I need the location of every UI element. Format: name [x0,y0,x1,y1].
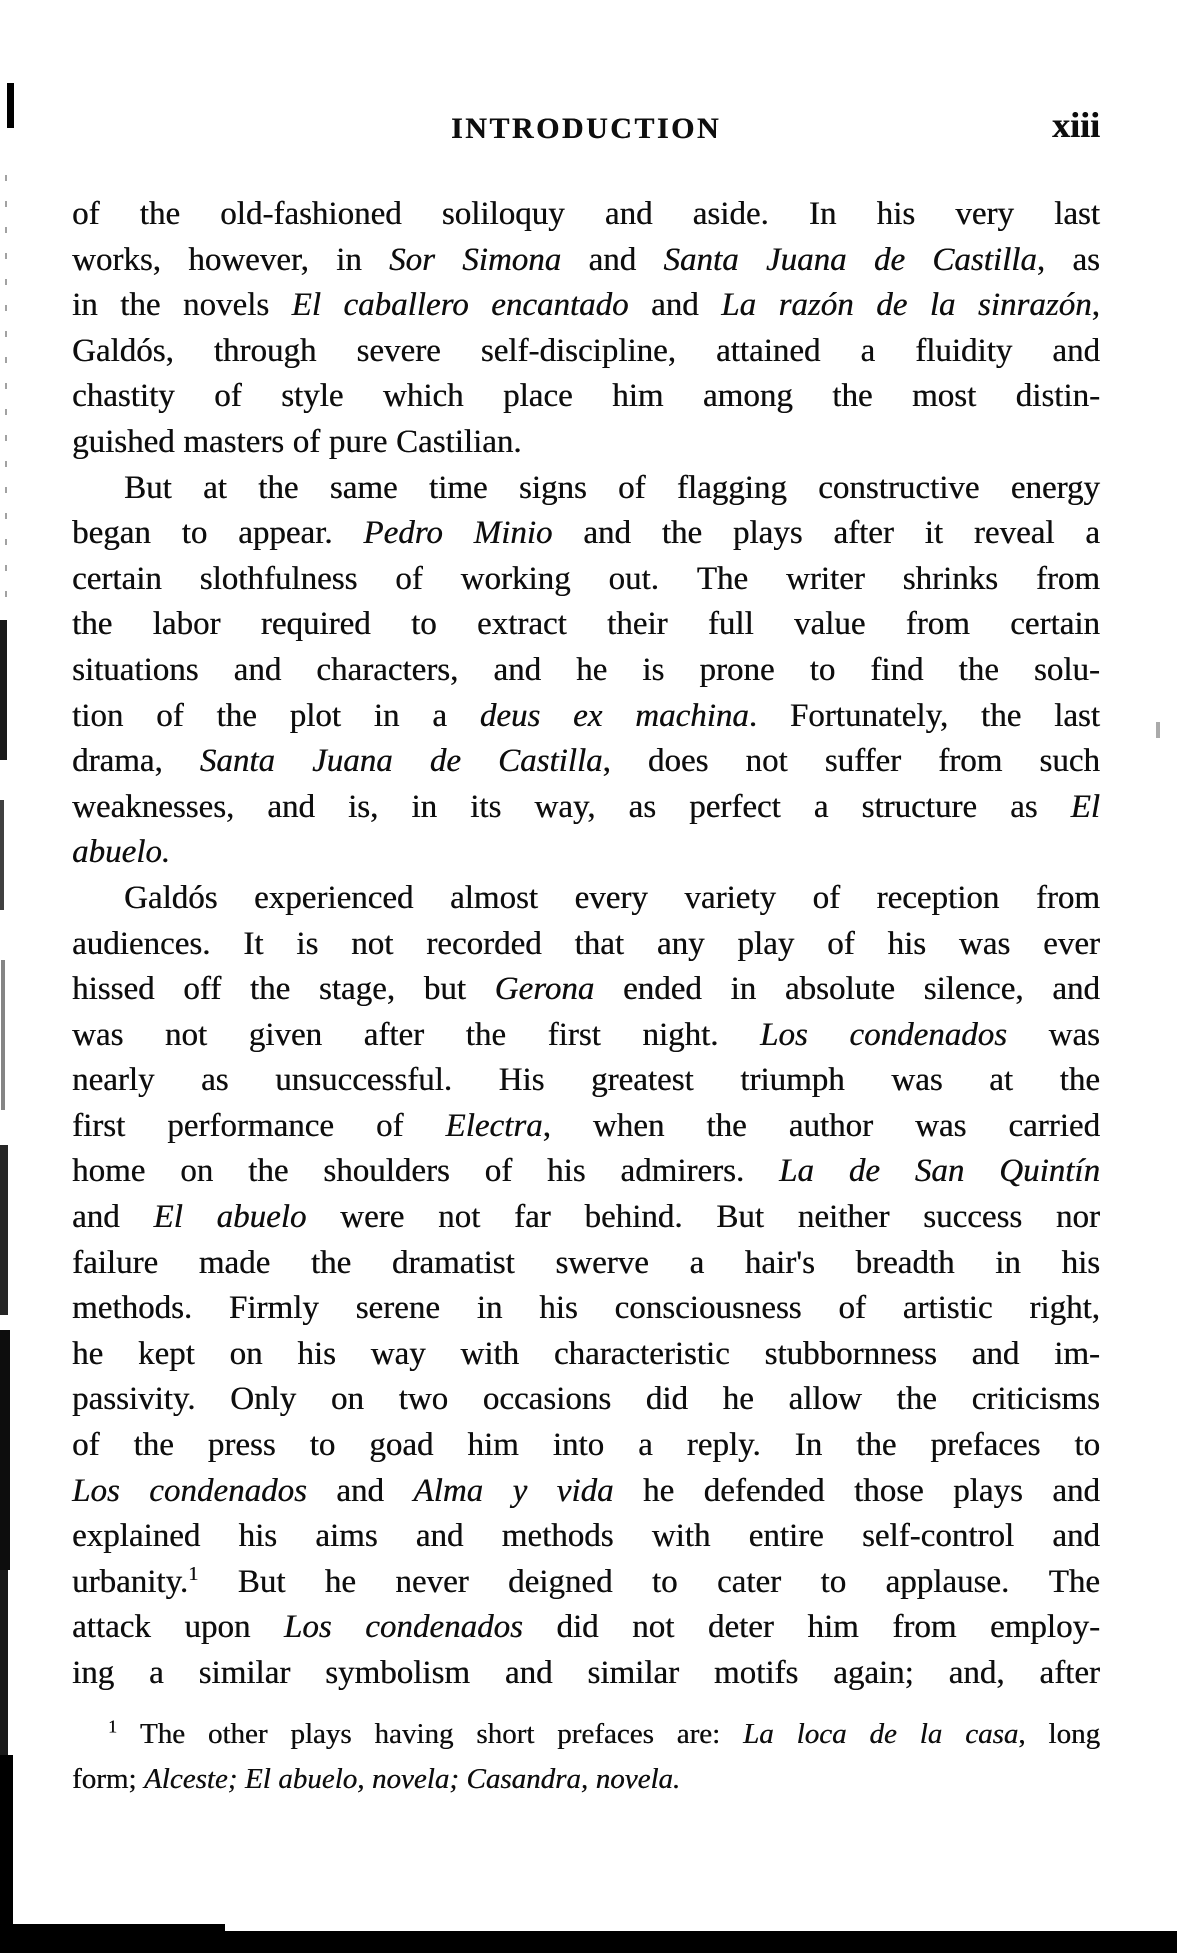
text-line: guished masters of pure Castilian. [72,423,522,460]
page-header [72,105,1100,158]
scan-artifact-left-edge [1,960,5,1110]
paragraph [72,470,1100,880]
text-line: Galdós experienced almost every variety of reception from [124,879,1100,916]
text-line: attack upon Los condenados did not deter him from employ- [72,1609,1100,1646]
text-line: in the novels El caballero encantado and La razón de la sinrazón, [72,287,1100,324]
text-line: of the press to goad him into a reply. In the prefaces to [72,1427,1100,1464]
text-line: works, however, in Sor Simona and Santa Juana de Castilla, as [72,241,1100,278]
text-line: he kept on his way with characteristic stubbornness and im- [72,1335,1100,1372]
text-line: audiences. It is not recorded that any play of his was ever [72,925,1100,962]
paragraph [72,196,1100,470]
text-line: first performance of Electra, when the author was carried [72,1107,1100,1144]
text-line: the labor required to extract their full value from certain [72,606,1100,643]
text-line: situations and characters, and he is prone to find the solu- [72,651,1100,688]
text-line: tion of the plot in a deus ex machina. Fortunately, the last [72,697,1100,734]
text-line: weaknesses, and is, in its way, as perfect a structure as El [72,788,1100,825]
scan-artifact-left-edge [0,620,7,760]
text-line: urbanity.$^1$ But he never deigned to cater to applause. The [72,1562,1100,1600]
text-line: Los condenados and Alma y vida he defended those plays and [72,1472,1100,1509]
text-line: hissed off the stage, but Gerona ended in absolute silence, and [72,971,1100,1008]
text-line: abuelo. [72,834,171,871]
text-line: and El abuelo were not far behind. But neither success nor [72,1199,1100,1236]
text-line: chastity of style which place him among the most distin- [72,378,1100,415]
text-line: of the old-fashioned soliloquy and aside. In his very last [72,196,1100,232]
text-line: was not given after the first night. Los condenados was [72,1016,1100,1053]
text-line: $^1$ The other plays having short prefaces are: La loca de la casa, long [108,1716,1100,1750]
scan-artifact-left-edge [0,1145,8,1315]
text-line: drama, Santa Juana de Castilla, does not suffer from such [72,743,1100,780]
scan-artifact-bottom-bar [0,1924,225,1953]
text-line: began to appear. Pedro Minio and the plays after it reveal a [72,515,1100,552]
text-line: explained his aims and methods with entire self-control and [72,1518,1100,1555]
text-line: home on the shoulders of his admirers. La de San Quintín [72,1153,1100,1190]
scan-artifact-left-edge [0,1570,8,1760]
paragraph [72,880,1100,1701]
text-line: passivity. Only on two occasions did he allow the criticisms [72,1381,1100,1418]
text-line: certain slothfulness of working out. The writer shrinks from [72,560,1100,597]
scan-artifact-left-edge [0,1330,10,1570]
text-line: nearly as unsuccessful. His greatest triumph was at the [72,1062,1100,1099]
text-line: form; Alceste; El abuelo, novela; Casandra, novela. [72,1763,681,1795]
text-line: But at the same time signs of flagging constructive energy [124,469,1100,506]
scan-artifact-left-mark [7,83,14,128]
text-line: failure made the dramatist swerve a hair's breadth in his [72,1244,1100,1281]
text-line: methods. Firmly serene in his consciousness of artistic right, [72,1290,1100,1327]
footnote [72,1718,1100,1808]
body-text [72,196,1100,1701]
text-line: ing a similar symbolism and similar motifs again; and, after [72,1655,1100,1691]
scan-artifact-left-dots [5,175,7,605]
text-line: Galdós, through severe self-discipline, attained a fluidity and [72,332,1100,369]
scan-artifact-left-edge [0,800,4,910]
scan-artifact-right-tick [1156,722,1160,738]
running-title: INTRODUCTION [450,112,722,145]
page-number: xiii [1051,105,1100,145]
